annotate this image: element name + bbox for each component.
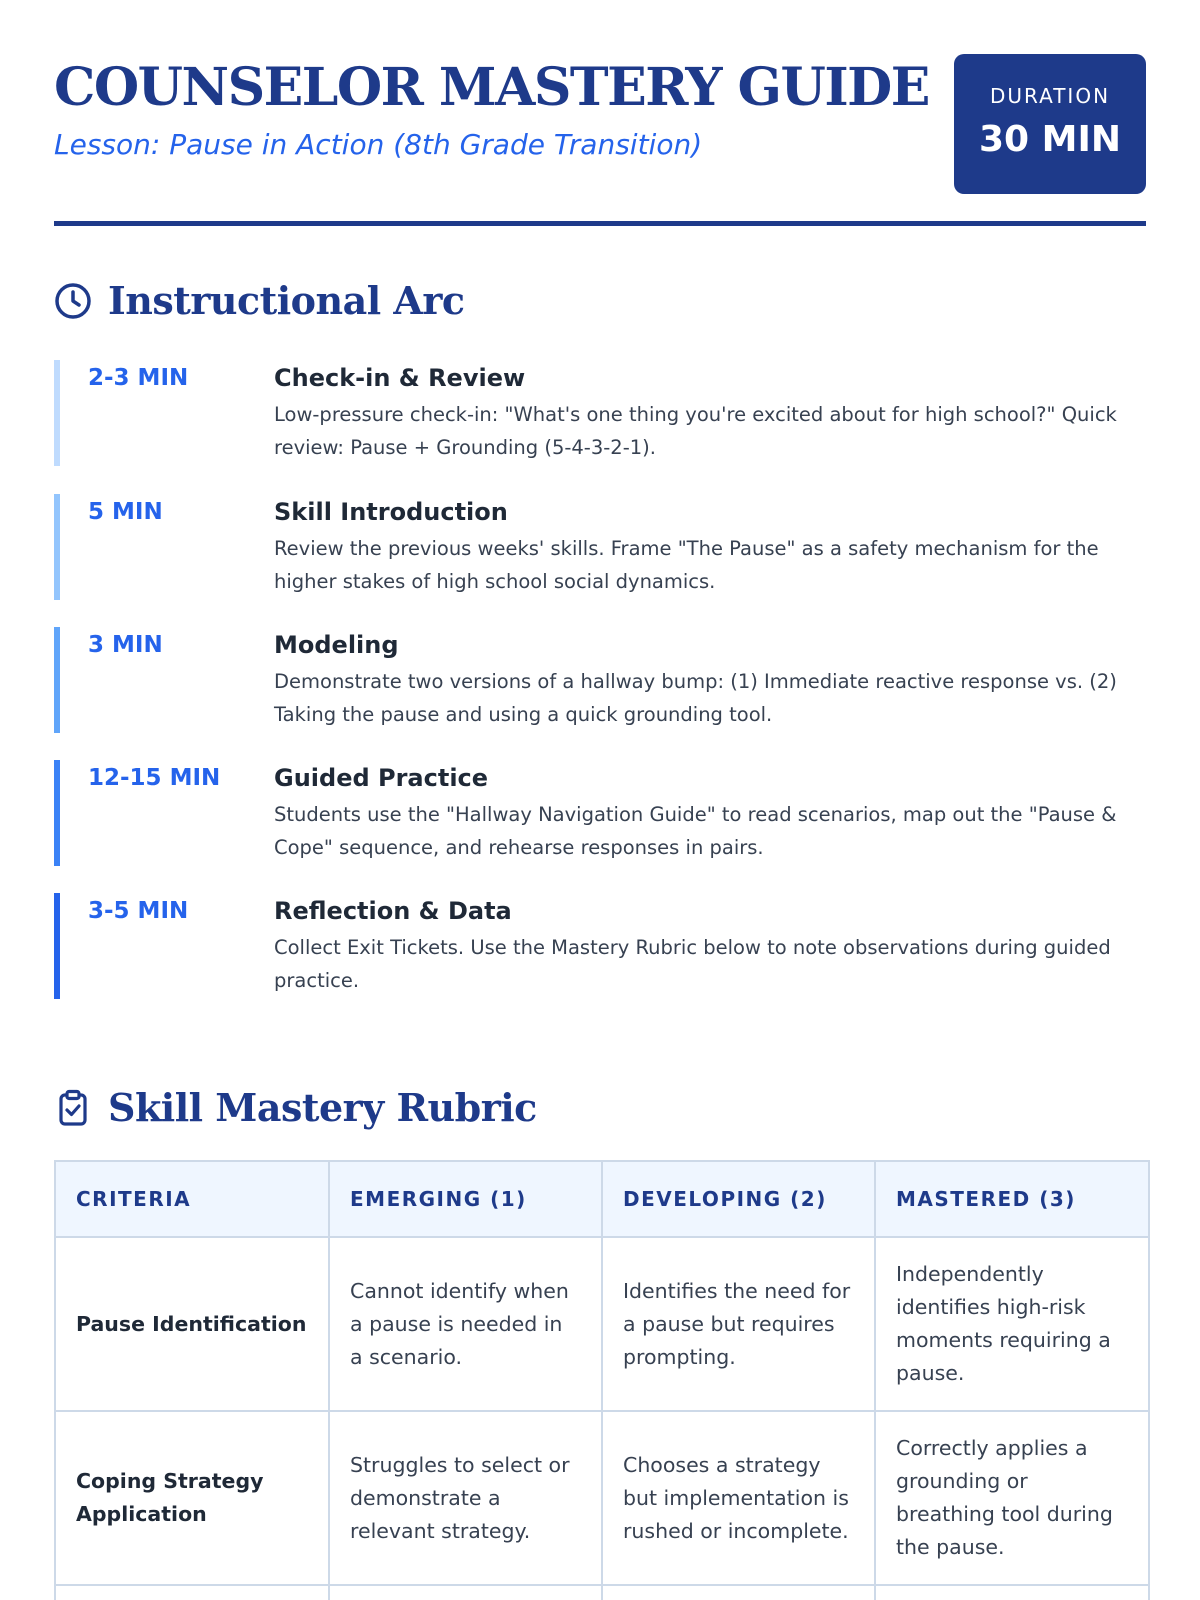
developing-cell: Chooses a strategy but implementation is rushed or incomplete.	[602, 1411, 875, 1585]
duration-value: 30 MIN	[979, 119, 1121, 160]
column-header: EMERGING (1)	[329, 1161, 602, 1237]
table-row	[55, 1585, 1149, 1600]
mastery-rubric-table	[54, 1160, 1150, 1600]
developing-cell: Identifies the need for a pause but requires prompting.	[602, 1237, 875, 1411]
arc-title: Modeling	[274, 631, 399, 659]
arc-time: 12-15 MIN	[88, 765, 221, 791]
arc-description: Review the previous weeks' skills. Frame "The Pause" as a safety mechanism for the higher stakes of high school social dynamics.	[274, 537, 1099, 593]
duration-badge	[954, 54, 1146, 194]
criteria-cell: Pause Identification	[55, 1237, 329, 1411]
arc-title: Skill Introduction	[274, 498, 508, 526]
criteria-cell	[55, 1585, 329, 1600]
emerging-cell: Struggles to select or demonstrate a relevant strategy.	[329, 1411, 602, 1585]
page-header	[54, 52, 1146, 226]
arc-title: Check-in & Review	[274, 364, 526, 392]
arc-title: Guided Practice	[274, 764, 489, 792]
column-header: CRITERIA	[55, 1161, 329, 1237]
mastered-cell: Independently identifies high-risk moments requiring a pause.	[875, 1237, 1149, 1411]
arc-item	[54, 893, 1146, 999]
arc-description: Demonstrate two versions of a hallway bump: (1) Immediate reactive response vs. (2) Taking the pause and using a quick grounding tool.	[274, 670, 1117, 726]
column-header: DEVELOPING (2)	[602, 1161, 875, 1237]
duration-label: DURATION	[989, 84, 1111, 108]
emerging-cell	[329, 1585, 602, 1600]
arc-title: Reflection & Data	[274, 897, 512, 925]
section-title: Skill Mastery Rubric	[108, 1085, 537, 1130]
criteria-cell: Coping Strategy Application	[55, 1411, 329, 1585]
arc-description: Low-pressure check-in: "What's one thing you're excited about for high school?" Quick review: Pause + Grounding (5-4-3-2-1).	[274, 403, 1117, 459]
arc-item	[54, 494, 1146, 600]
developing-cell	[602, 1585, 875, 1600]
arc-description: Collect Exit Tickets. Use the Mastery Rubric below to note observations during guided practice.	[274, 936, 1111, 992]
arc-item	[54, 760, 1146, 866]
page-title: COUNSELOR MASTERY GUIDE	[54, 57, 929, 118]
section-instructional-arc	[54, 276, 465, 326]
arc-item	[54, 360, 1146, 466]
column-header: MASTERED (3)	[875, 1161, 1149, 1237]
table-header-row	[55, 1161, 1149, 1237]
emerging-cell: Cannot identify when a pause is needed in a scenario.	[329, 1237, 602, 1411]
table-row	[55, 1237, 1149, 1411]
clipboard-check-icon	[54, 1089, 92, 1127]
section-skill-mastery-rubric	[54, 1083, 537, 1133]
arc-description: Students use the "Hallway Navigation Guide" to read scenarios, map out the "Pause & Cope" sequence, and rehearse responses in pairs.	[274, 803, 1117, 859]
clock-icon	[54, 282, 92, 320]
arc-time: 5 MIN	[88, 499, 163, 525]
arc-time: 3-5 MIN	[88, 898, 189, 924]
mastered-cell: Correctly applies a grounding or breathing tool during the pause.	[875, 1411, 1149, 1585]
arc-item	[54, 627, 1146, 733]
mastered-cell	[875, 1585, 1149, 1600]
arc-time: 3 MIN	[88, 632, 163, 658]
section-title: Instructional Arc	[108, 278, 465, 323]
table-row	[55, 1411, 1149, 1585]
lesson-subtitle: Lesson: Pause in Action (8th Grade Transition)	[54, 128, 703, 161]
arc-time: 2-3 MIN	[88, 365, 189, 391]
